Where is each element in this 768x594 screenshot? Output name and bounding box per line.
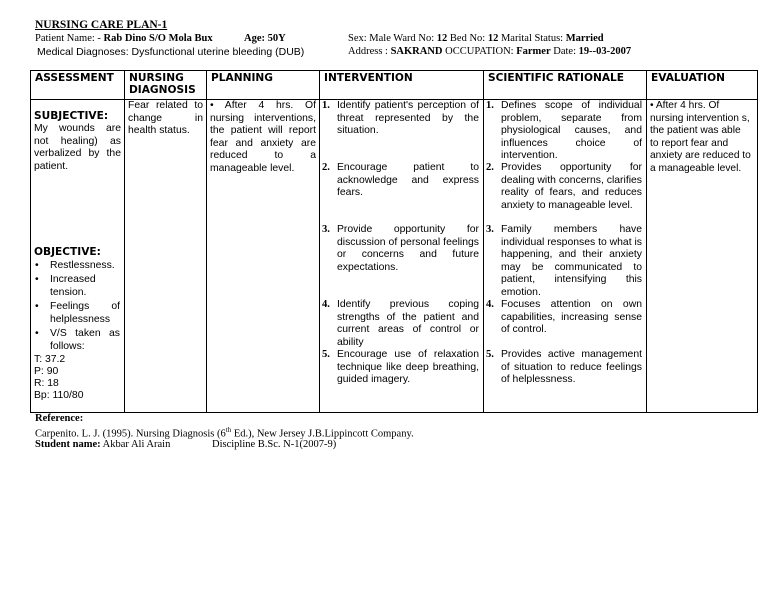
intervention-cell: 1. Identify patient's perception of threat represented by the situation. 2. Encourage patient to acknowledge and express fears. 3. Provide opportunity for discussion of personal feelings or concerns and future expectations. 4. Identify previous coping strengths of the patient and current areas of control or ability 5. Encourage use of relaxation technique like deep breathing, guided imagery. bbox=[320, 100, 484, 413]
vital-respiration: R: 18 bbox=[34, 378, 59, 389]
diagnosis-line bbox=[37, 46, 304, 58]
reference-citation bbox=[35, 426, 414, 440]
student-line bbox=[35, 439, 170, 450]
objective-item: • Feelings of helplessness bbox=[35, 301, 120, 325]
student-value: Akbar Ali Arain bbox=[100, 439, 171, 450]
care-plan-table bbox=[30, 70, 758, 413]
bed-label: Bed No: bbox=[447, 33, 488, 44]
vital-temperature: T: 37.2 bbox=[34, 354, 66, 365]
evaluation-text: • After 4 hrs. Of nursing intervention s, the patient was able to report fear and anxiety are reduced to a manageable level. bbox=[650, 100, 751, 174]
reference-post: Ed.), New Jersey J.B.Lippincott Company. bbox=[231, 428, 414, 440]
vital-pulse: P: 90 bbox=[34, 366, 59, 377]
date-value: 19--03-2007 bbox=[578, 46, 632, 57]
objective-item: • V/S taken as follows: bbox=[35, 328, 120, 352]
objective-item: • Increased tension. bbox=[35, 274, 96, 298]
diagnosis-label: Medical Diagnoses: bbox=[37, 46, 132, 58]
occupation-label: OCCUPATION: bbox=[442, 46, 517, 57]
col-intervention: INTERVENTION bbox=[320, 71, 484, 100]
age-label: Age: 50Y bbox=[244, 33, 286, 44]
rationale-cell: 1. Defines scope of individual problem, separate from physiological causes, and influences choice of intervention. 2. Provides opportunity for dealing with concerns, clarifies reality of fears, and reduces anxiety to manageable level. 3. Family members have individual responses to what is happening, and their anxiety may be communicated to patient, intensifying this emotion. 4. Focuses attention on own capabilities, increasing sense of control. 5. Provides active management of situation to reduce feelings of helplessness. bbox=[484, 100, 647, 413]
reference-pre: Carpenito. L. J. (1995). Nursing Diagnosis (6 bbox=[35, 428, 226, 440]
table-header-row bbox=[31, 71, 758, 100]
patient-name-line bbox=[35, 33, 213, 44]
nursing-diagnosis-text: Fear related to change in health status. bbox=[128, 100, 203, 137]
table-row bbox=[31, 100, 758, 413]
col-planning: PLANNING bbox=[207, 71, 320, 100]
page-title: NURSING CARE PLAN-1 bbox=[35, 19, 168, 31]
address-line bbox=[348, 46, 631, 57]
address-value: SAKRAND bbox=[390, 46, 443, 57]
marital-value: Married bbox=[565, 33, 604, 44]
objective-item: • Restlessness. bbox=[35, 260, 115, 271]
col-scientific-rationale: SCIENTIFIC RATIONALE bbox=[484, 71, 647, 100]
evaluation-cell bbox=[647, 100, 758, 413]
assessment-cell bbox=[31, 100, 125, 413]
patient-value: Rab Dino S/O Mola Bux bbox=[103, 33, 213, 44]
ward-bed-marital-line bbox=[348, 33, 604, 44]
address-label: Address : bbox=[348, 46, 391, 57]
objective-title: OBJECTIVE: bbox=[34, 246, 101, 258]
marital-label: Marital Status: bbox=[498, 33, 566, 44]
sex-label: Sex: Male Ward No: bbox=[348, 33, 437, 44]
reference-title: Reference: bbox=[35, 413, 84, 424]
discipline: Discipline B.Sc. N-1(2007-9) bbox=[212, 439, 337, 450]
subjective-text: My wounds are not healing) as verbalized by the patient. bbox=[34, 123, 121, 172]
col-assessment: ASSESSMENT bbox=[31, 71, 125, 100]
diagnosis-value: Dysfunctional uterine bleeding (DUB) bbox=[131, 46, 305, 58]
col-evaluation: EVALUATION bbox=[647, 71, 758, 100]
occupation-value: Farmer bbox=[516, 46, 551, 57]
date-label: Date: bbox=[550, 46, 579, 57]
bed-no: 12 bbox=[487, 33, 499, 44]
planning-cell bbox=[207, 100, 320, 413]
patient-label: Patient Name: - bbox=[35, 33, 104, 44]
ward-no: 12 bbox=[436, 33, 448, 44]
nursing-diagnosis-cell bbox=[125, 100, 207, 413]
planning-text: • After 4 hrs. Of nursing interventions, the patient will report fear and anxiety are reduced to a manageable level. bbox=[210, 100, 316, 174]
student-label: Student name: bbox=[35, 439, 101, 450]
col-nursing-diagnosis: NURSING DIAGNOSIS bbox=[125, 71, 207, 100]
vital-blood-pressure: Bp: 110/80 bbox=[34, 390, 84, 401]
subjective-title: SUBJECTIVE: bbox=[34, 110, 109, 122]
reference-sup: th bbox=[225, 426, 232, 434]
